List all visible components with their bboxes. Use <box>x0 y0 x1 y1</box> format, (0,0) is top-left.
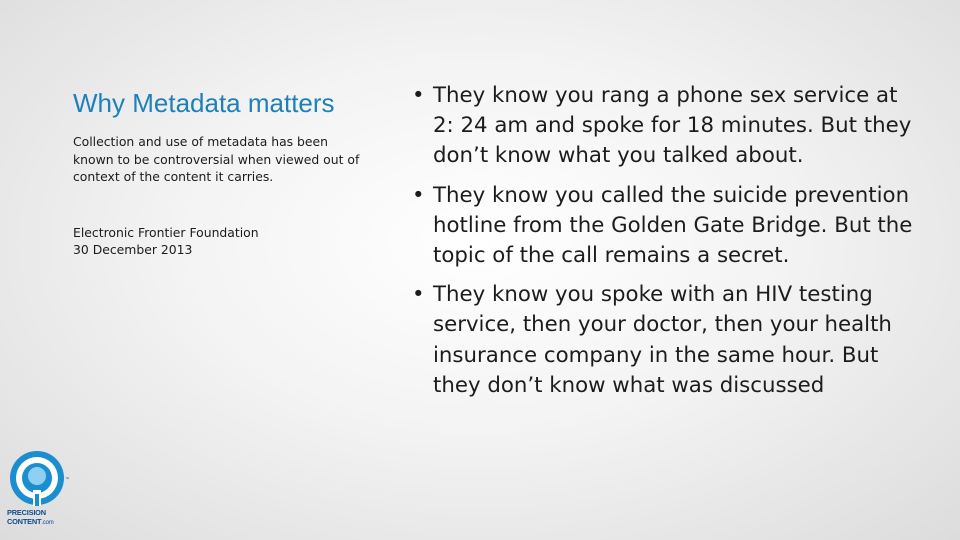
bullet-marker: • <box>412 182 425 208</box>
logo-line-1: PRECISION <box>7 508 46 517</box>
bullet-item <box>412 280 922 401</box>
left-column <box>73 88 373 259</box>
source-date: 30 December 2013 <box>73 242 193 257</box>
bullet-content <box>412 81 922 410</box>
logo-line-2 <box>7 518 54 528</box>
logo-line-2-suffix: .com <box>41 519 54 526</box>
bullet-text: They know you spoke with an HIV testing service, then your doctor, then your health insurance company in the same hour. But they don’t know what was discussed <box>433 282 892 398</box>
source-organization: Electronic Frontier Foundation <box>73 224 259 240</box>
bullet-marker: • <box>412 83 425 108</box>
bullet-item <box>412 81 922 172</box>
bullet-marker: • <box>412 282 425 308</box>
bullet-text: They know you called the suicide prevention hotline from the Golden Gate Bridge. But the topic of the call remains a secret. <box>433 182 913 269</box>
logo-line-2-main: CONTENT <box>7 516 42 526</box>
bullet-item <box>412 181 922 272</box>
precision-content-logo <box>7 450 71 530</box>
trademark-symbol: ™ <box>65 476 69 481</box>
bullet-text: They know you rang a phone sex service at 2: 24 am and spoke for 18 minutes. But they don’t know what you talked about. <box>433 83 912 169</box>
attribution <box>73 224 373 259</box>
precision-content-target-icon <box>7 450 67 510</box>
description-text: Collection and use of metadata has been known to be controversial when viewed out of context of the content it carries. <box>73 134 360 184</box>
logo-wordmark <box>7 509 54 527</box>
bullet-list <box>412 81 922 401</box>
slide-title: Why Metadata matters <box>73 88 335 118</box>
